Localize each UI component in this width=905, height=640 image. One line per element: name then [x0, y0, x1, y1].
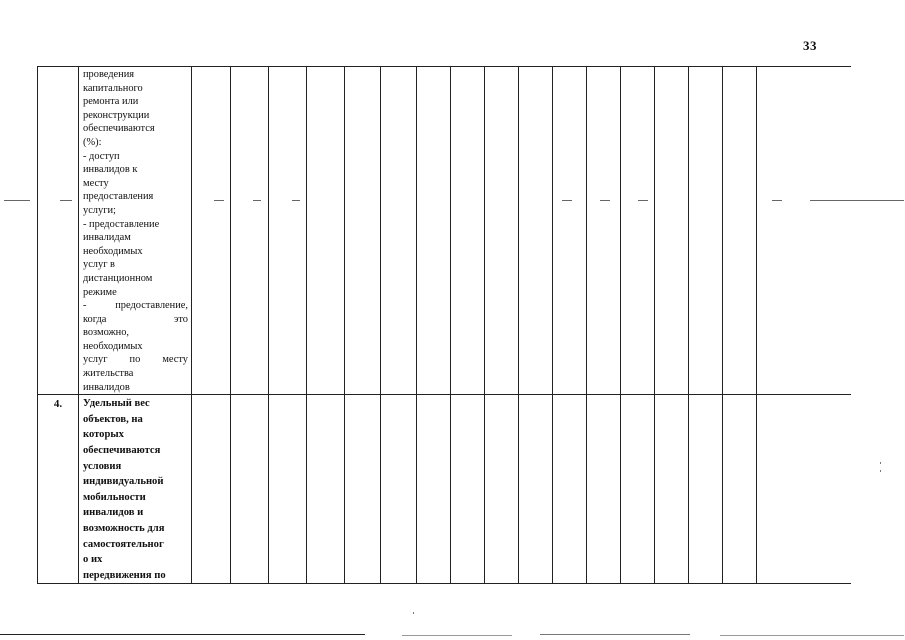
value-cell [757, 395, 851, 584]
text-line: передвижения по [83, 569, 166, 581]
scan-dash [638, 200, 648, 201]
text-line: возможность для [83, 523, 165, 534]
text-line: реконструкции [83, 109, 150, 121]
row-number-cell [38, 395, 79, 584]
text-line: предоставления [83, 191, 154, 203]
value-cell [192, 67, 231, 395]
text-line: Удельный вес [83, 398, 150, 410]
page-number: 33 [803, 38, 817, 53]
value-cell [553, 67, 587, 395]
text-line: обеспечиваются [83, 123, 155, 135]
bottom-scan-edge [540, 634, 690, 635]
row-number-cell [38, 67, 79, 395]
text-line: условия [83, 460, 122, 472]
text-line: месту [83, 177, 109, 189]
value-cell [269, 395, 307, 584]
value-cell [269, 67, 307, 395]
value-cell [485, 67, 519, 395]
value-cell [689, 67, 723, 395]
text-line: проведения [83, 69, 135, 80]
bottom-scan-edge [720, 635, 904, 636]
table-row [38, 395, 851, 584]
value-cell [689, 395, 723, 584]
text-line: о их [83, 554, 103, 566]
value-cell [381, 395, 417, 584]
text-line: режиме [83, 286, 117, 298]
row-number: 4. [53, 398, 63, 411]
text-line: которых [83, 429, 124, 441]
value-cell [307, 67, 345, 395]
bottom-scan-edge [402, 635, 512, 636]
text-line: необходимых [83, 340, 143, 352]
text-line: услуги; [83, 204, 116, 216]
text-line: услуг в [83, 259, 115, 271]
value-cell [345, 395, 381, 584]
text-line: услуг по месту [83, 354, 188, 366]
indicator-text [79, 395, 191, 583]
value-cell [231, 395, 269, 584]
scan-dash [214, 200, 224, 201]
value-cell [417, 395, 451, 584]
value-cell [723, 395, 757, 584]
scan-dash [60, 200, 72, 201]
text-line: - предоставление, [83, 300, 188, 312]
indicator-text [79, 67, 191, 394]
text-line: (%): [83, 136, 102, 148]
scan-speck [880, 462, 881, 464]
value-cell [307, 395, 345, 584]
bottom-scan-edge [0, 634, 365, 635]
text-line: - предоставление [83, 218, 160, 230]
text-line: объектов, на [83, 413, 143, 425]
scan-dash [772, 200, 782, 201]
text-line: индивидуальной [83, 476, 164, 488]
value-cell [655, 395, 689, 584]
value-cell [553, 395, 587, 584]
value-cell [192, 395, 231, 584]
value-cell [757, 67, 851, 395]
value-cell [451, 395, 485, 584]
value-cell [231, 67, 269, 395]
value-cell [621, 67, 655, 395]
value-cell [723, 67, 757, 395]
value-cell [587, 67, 621, 395]
scan-dash [600, 200, 610, 201]
text-line: капитального [83, 82, 143, 94]
scan-dash [4, 200, 30, 201]
text-line: необходимых [83, 245, 143, 257]
value-cell [345, 67, 381, 395]
value-cell [655, 67, 689, 395]
value-cell [485, 395, 519, 584]
value-cell [381, 67, 417, 395]
indicator-name-cell [79, 395, 192, 584]
text-line: инвалидов к [83, 164, 138, 176]
text-line: жительства [83, 368, 134, 380]
indicator-name-cell [79, 67, 192, 395]
scan-dash [253, 200, 261, 201]
text-line: обеспечиваются [83, 445, 161, 457]
value-cell [621, 395, 655, 584]
scan-dash [562, 200, 572, 201]
table-row [38, 67, 851, 395]
value-cell [587, 395, 621, 584]
scan-dash [292, 200, 300, 201]
value-cell [417, 67, 451, 395]
indicator-table [37, 66, 851, 584]
scan-dash [810, 200, 904, 201]
text-line: инвалидам [83, 232, 131, 244]
text-line: инвалидов и [83, 507, 144, 519]
scan-speck [413, 612, 414, 614]
value-cell [451, 67, 485, 395]
text-line: мобильности [83, 491, 146, 503]
text-line: ремонта или [83, 96, 139, 108]
text-line: инвалидов [83, 381, 130, 393]
text-line: дистанционном [83, 272, 153, 284]
value-cell [519, 67, 553, 395]
text-line: возможно, [83, 327, 130, 339]
text-line: самостоятельног [83, 538, 164, 550]
text-line: - доступ [83, 150, 120, 162]
text-line: когда это [83, 313, 188, 325]
scan-speck [880, 470, 881, 472]
value-cell [519, 395, 553, 584]
